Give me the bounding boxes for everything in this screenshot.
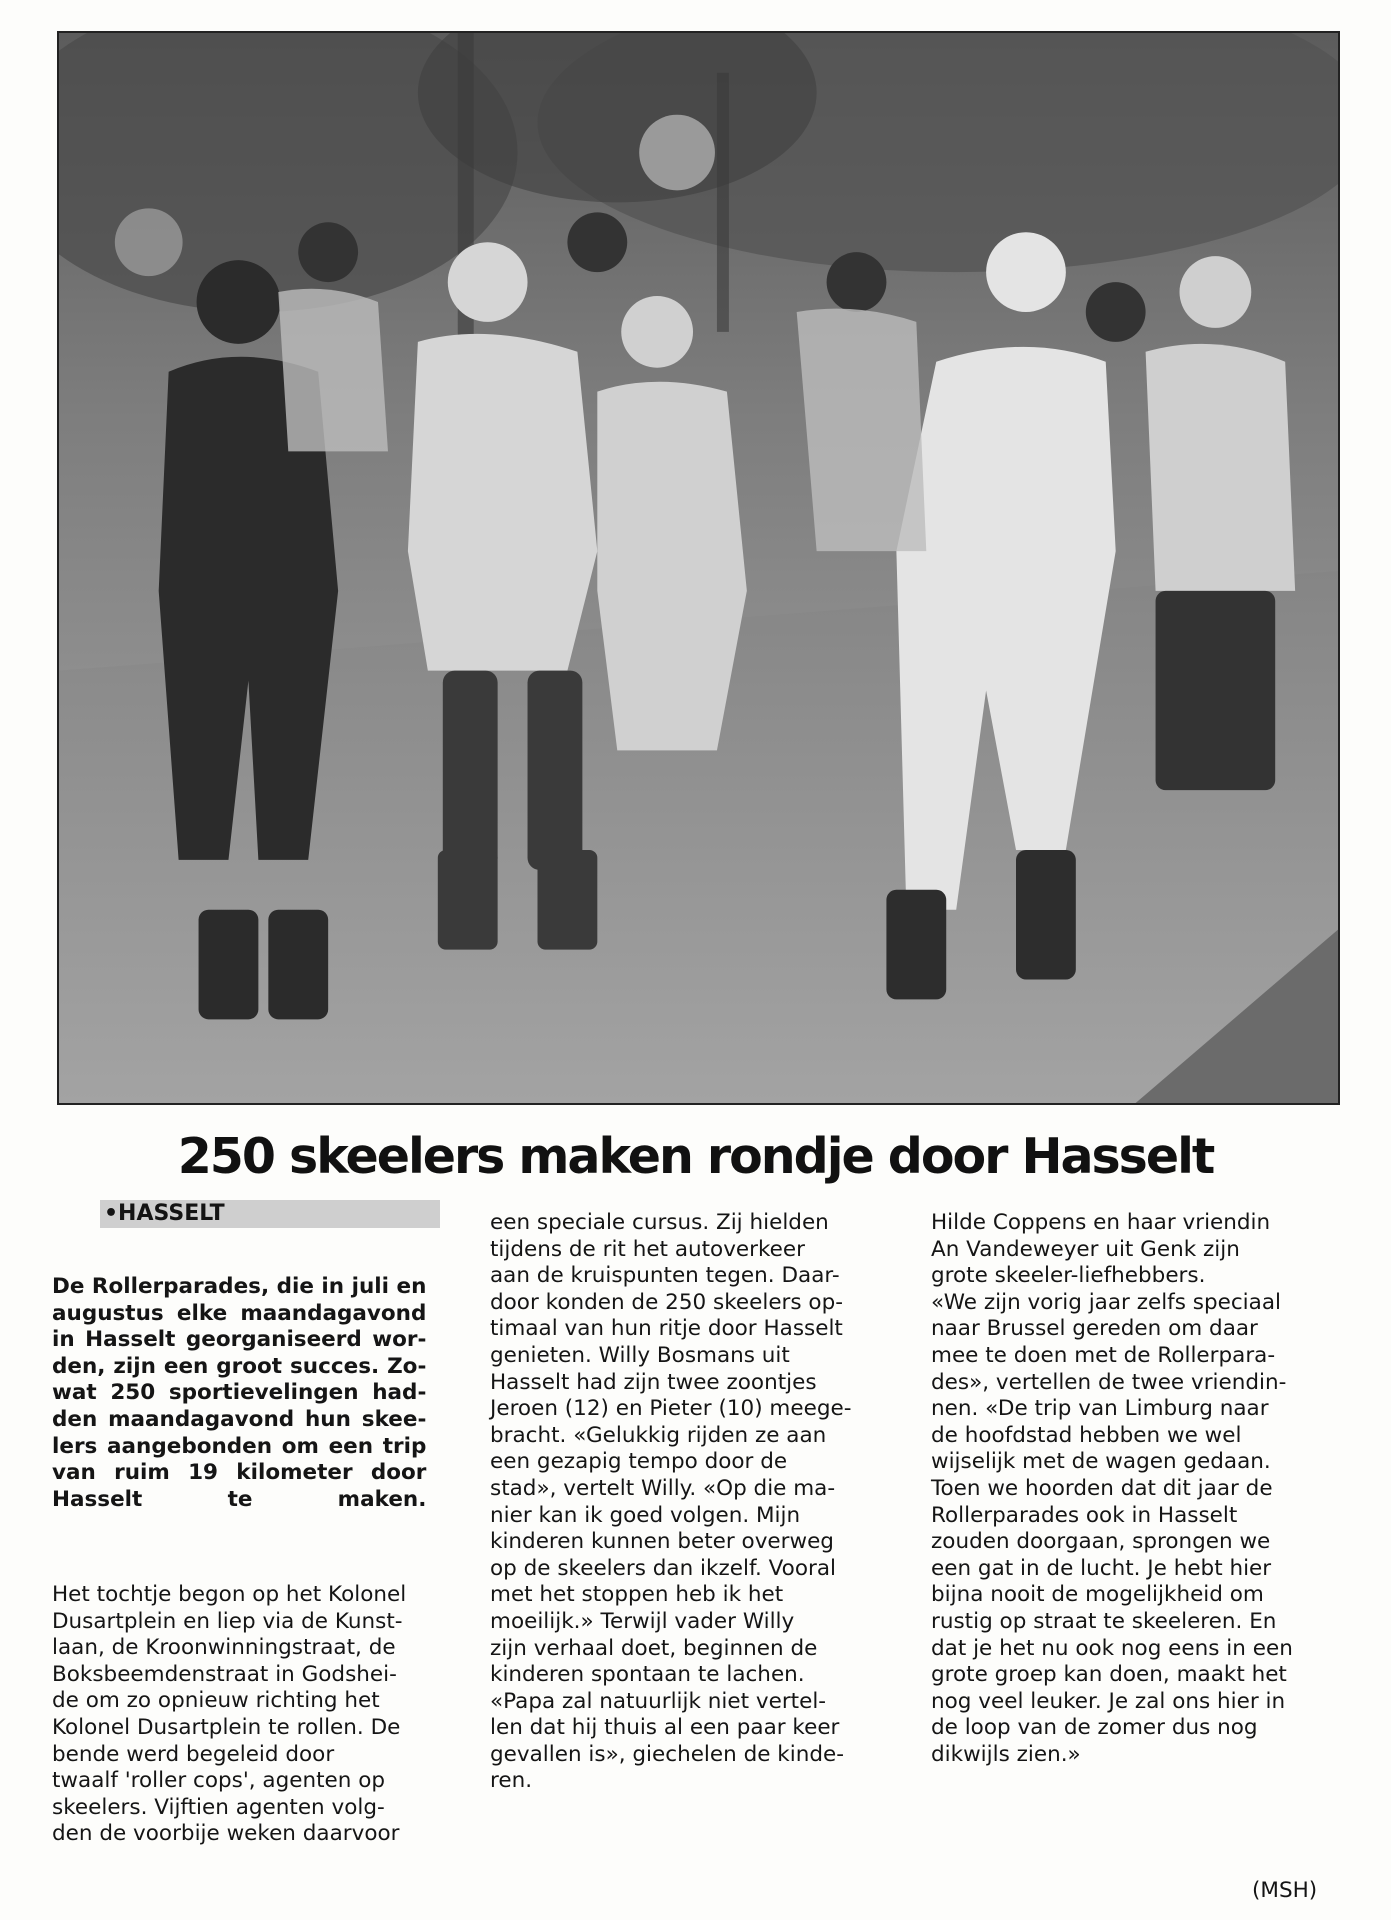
body-line: den de voorbije weken daarvoor xyxy=(52,1821,400,1847)
body-line: Hasselt had zijn twee zoontjes xyxy=(490,1369,817,1395)
body-line: «We zijn vorig jaar zelfs speciaal xyxy=(931,1289,1281,1315)
body-line: Dusartplein en liep via de Kunst- xyxy=(52,1608,403,1634)
lead-line: wat 250 sportievelingen had- xyxy=(52,1380,427,1406)
body-line: zouden doorgaan, sprongen we xyxy=(931,1529,1271,1555)
skaters-photo xyxy=(57,31,1340,1105)
body-line: kinderen kunnen beter overweg xyxy=(490,1529,834,1555)
body-line: de loop van de zomer dus nog xyxy=(931,1715,1258,1741)
body-line: grote skeeler-liefhebbers. xyxy=(931,1263,1206,1289)
body-line: bracht. «Gelukkig rijden ze aan xyxy=(490,1422,827,1448)
lead-line: in Hasselt georganiseerd wor- xyxy=(52,1327,427,1353)
body-line: naar Brussel gereden om daar xyxy=(931,1316,1258,1342)
body-line: aan de kruispunten tegen. Daar- xyxy=(490,1263,840,1289)
body-line: met het stoppen heb ik het xyxy=(490,1582,784,1608)
body-line: wijselijk met de wagen gedaan. xyxy=(931,1449,1271,1475)
body-line: twaalf 'roller cops', agenten op xyxy=(52,1768,386,1794)
body-line: een speciale cursus. Zij hielden xyxy=(490,1210,829,1235)
body-line: een gezapig tempo door de xyxy=(490,1449,788,1475)
body-line: zijn verhaal doet, beginnen de xyxy=(490,1635,818,1661)
body-line: Toen we hoorden dat dit jaar de xyxy=(931,1475,1273,1501)
column-3 xyxy=(931,1210,1333,1768)
body-line: mee te doen met de Rollerpara- xyxy=(931,1342,1276,1368)
lead-line: den maandagavond hun skee- xyxy=(52,1406,427,1432)
body-line: dikwijls zien.» xyxy=(931,1741,1081,1767)
body-line: nen. «De trip van Limburg naar xyxy=(931,1396,1269,1422)
body-line: nog veel leuker. Je zal ons hier in xyxy=(931,1688,1286,1714)
body-line: tijdens de rit het autoverkeer xyxy=(490,1236,805,1262)
body-line: een gat in de lucht. Je hebt hier xyxy=(931,1555,1272,1581)
body-line: door konden de 250 skeelers op- xyxy=(490,1289,843,1315)
body-line: laan, de Kroonwinningstraat, de xyxy=(52,1635,396,1661)
body-line: bende werd begeleid door xyxy=(52,1741,335,1767)
body-line: de hoofdstad hebben we wel xyxy=(931,1422,1242,1448)
body-line: dat je het nu ook nog eens in een xyxy=(931,1635,1293,1661)
lead-line: van ruim 19 kilometer door xyxy=(52,1460,427,1486)
body-line: moeilijk.» Terwijl vader Willy xyxy=(490,1608,795,1634)
body-line: bijna nooit de mogelijkheid om xyxy=(931,1582,1264,1608)
body-line: des», vertellen de twee vriendin- xyxy=(931,1369,1287,1395)
body-line: rustig op straat te skeeleren. En xyxy=(931,1608,1277,1634)
body-line: op de skeelers dan ikzelf. Vooral xyxy=(490,1555,836,1581)
body-line: «Papa zal natuurlijk niet vertel- xyxy=(490,1688,827,1714)
body-line: An Vandeweyer uit Genk zijn xyxy=(931,1236,1240,1262)
body-paragraph xyxy=(52,1582,406,1848)
body-line: skeelers. Vijftien agenten volg- xyxy=(52,1794,385,1820)
dateline: •HASSELT xyxy=(100,1200,440,1228)
body-line: nier kan ik goed volgen. Mijn xyxy=(490,1502,801,1528)
body-line: Hilde Coppens en haar vriendin xyxy=(931,1210,1271,1235)
body-line: kinderen spontaan te lachen. xyxy=(490,1662,805,1688)
headline: 250 skeelers maken rondje door Hasselt xyxy=(177,1128,1214,1185)
lead-line: De Rollerparades, die in juli en xyxy=(52,1274,427,1299)
body-line: genieten. Willy Bosmans uit xyxy=(490,1342,790,1368)
lead-line: Hasselt te maken. xyxy=(52,1486,427,1512)
lead-line: augustus elke maandagavond xyxy=(52,1300,427,1326)
skaters-photo-image xyxy=(59,33,1338,1103)
body-line: Boksbeemdenstraat in Godshei- xyxy=(52,1661,397,1687)
body-line: grote groep kan doen, maakt het xyxy=(931,1662,1287,1688)
body-line: de om zo opnieuw richting het xyxy=(52,1688,380,1714)
body-line: Kolonel Dusartplein te rollen. De xyxy=(52,1714,401,1740)
body-line: ren. xyxy=(490,1768,533,1794)
column-2 xyxy=(490,1210,890,1795)
lead-line: lers aangebonden om een trip xyxy=(52,1433,427,1459)
body-line: Jeroen (12) en Pieter (10) meege- xyxy=(490,1396,852,1422)
body-line: gevallen is», giechelen de kinde- xyxy=(490,1741,844,1767)
byline: (MSH) xyxy=(1252,1878,1318,1903)
body-line: len dat hij thuis al een paar keer xyxy=(490,1715,840,1741)
body-paragraph xyxy=(931,1210,1333,1768)
body-line: stad», vertelt Willy. «Op die ma- xyxy=(490,1475,836,1501)
lead-paragraph xyxy=(52,1274,426,1513)
body-line: timaal van hun ritje door Hasselt xyxy=(490,1316,843,1342)
lead-line: den, zijn een groot succes. Zo- xyxy=(52,1353,427,1379)
body-paragraph xyxy=(490,1210,890,1795)
body-line: Het tochtje begon op het Kolonel xyxy=(52,1582,407,1607)
body-line: Rollerparades ook in Hasselt xyxy=(931,1502,1238,1528)
